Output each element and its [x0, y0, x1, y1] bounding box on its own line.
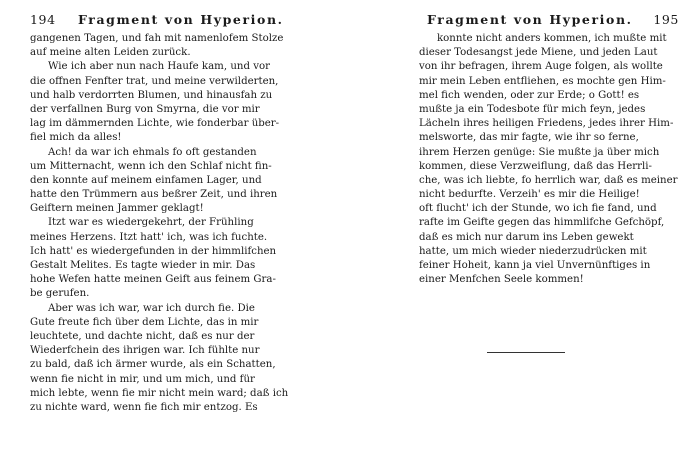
right-page	[349, 0, 698, 466]
text-line: gangenen Tagen, und fah mit namenlofem Stolze	[30, 33, 284, 44]
text-line: lag im dämmernden Lichte, wie fonderbar über-	[30, 118, 280, 130]
text-line: melsworte, das mir fagte, wie ihr so ferne,	[419, 132, 639, 144]
text-line: wenn fie nicht in mir, und um mich, und für	[30, 373, 255, 385]
text-line: kommen, diese Verzweiflung, daß das Herrli-	[419, 160, 652, 172]
text-line: um Mitternacht, wenn ich den Schlaf nicht fin-	[30, 160, 272, 172]
text-line: ihrem Herzen genüge: Sie mußte ja über mich	[419, 146, 660, 158]
text-line: einer Menfchen Seele kommen!	[419, 274, 584, 286]
left-page-text	[30, 32, 304, 415]
text-line: mel fich wenden, oder zur Erde; o Gott! es	[419, 89, 640, 101]
text-line: meines Herzens. Itzt hatt' ich, was ich fuchte.	[30, 231, 268, 243]
text-line: mußte ja ein Todesbote für mich feyn, jedes	[419, 103, 646, 115]
text-line: auf meine alten Leiden zurück.	[30, 47, 191, 59]
right-page-number: 195	[653, 12, 679, 27]
text-line: oft flucht' ich der Stunde, wo ich fie fand, und	[419, 203, 657, 215]
text-line: hatte, um mich wieder niederzudrücken mit	[419, 245, 647, 257]
text-line: von ihr befragen, ihrem Auge folgen, als wollte	[419, 61, 663, 73]
text-line: Gestalt Melites. Es tagte wieder in mir. Das	[30, 260, 256, 271]
text-line: konnte nicht anders kommen, ich mußte mit	[437, 33, 667, 44]
left-page-number: 194	[30, 12, 56, 27]
text-line: Wiederfchein des ihrigen war. Ich fühlte nur	[30, 345, 260, 357]
text-line: hohe Wefen hatte meinen Geift aus feinem Gra-	[30, 274, 276, 286]
text-line: hatte den Trümmern aus beßrer Zeit, und ihren	[30, 189, 278, 201]
right-running-head: Fragment von Hyperion.	[427, 12, 633, 27]
text-line: nicht bedurfte. Verzeih' es mir die Heilige!	[419, 189, 640, 201]
text-line: Lächeln ihres heiligen Friedens, jedes ihrer Him-	[419, 118, 674, 130]
text-line: den konnte auf meinem einfamen Lager, und	[30, 174, 262, 186]
text-line: leuchtete, und dachte nicht, daß es nur der	[30, 330, 255, 342]
text-line: feiner Hoheit, kann ja viel Unvernünftiges in	[419, 260, 651, 271]
left-running-head: Fragment von Hyperion.	[78, 12, 284, 27]
text-line: Itzt war es wiedergekehrt, der Frühling	[48, 217, 254, 229]
text-line: zu bald, daß ich ärmer wurde, als ein Schatten,	[30, 359, 276, 371]
section-end-rule	[487, 352, 565, 353]
text-line: Wie ich aber nun nach Haufe kam, und vor	[48, 61, 270, 73]
right-page-text	[419, 32, 679, 287]
text-line: mir mein Leben entfliehen, es mochte gen Him-	[419, 75, 666, 87]
text-line: Gute freute fich über dem Lichte, das in mir	[30, 316, 259, 328]
text-line: Geiftern meinen Jammer geklagt!	[30, 203, 204, 215]
text-line: be gerufen.	[30, 288, 90, 300]
text-line: dieser Todesangst jede Miene, und jeden Laut	[419, 47, 658, 59]
text-line: Aber was ich war, war ich durch fie. Die	[48, 302, 255, 314]
text-line: Ich hatt' es wiedergefunden in der himmlifchen	[30, 245, 277, 257]
text-line: che, was ich liebte, fo herrlich war, daß es meiner	[419, 174, 678, 186]
right-page-header	[419, 12, 679, 28]
text-line: Ach! da war ich ehmals fo oft gestanden	[48, 146, 257, 158]
text-line: der verfallnen Burg von Smyrna, die vor mir	[30, 103, 260, 115]
text-line: und halb verdorrten Blumen, und hinausfah zu	[30, 89, 273, 101]
text-line: rafte im Geifte gegen das himmlifche Gefchöpf,	[419, 217, 665, 229]
text-line: zu nichte ward, wenn fie fich mir entzog. Es	[30, 401, 258, 413]
text-line: die offnen Fenfter trat, und meine verwilderten,	[30, 75, 279, 87]
text-line: daß es mich nur darum ins Leben gewekt	[419, 231, 634, 243]
text-line: mich lebte, wenn fie mir nicht mein ward; daß ich	[30, 387, 289, 399]
text-line: fiel mich da alles!	[30, 132, 122, 144]
left-page-header	[30, 12, 320, 28]
